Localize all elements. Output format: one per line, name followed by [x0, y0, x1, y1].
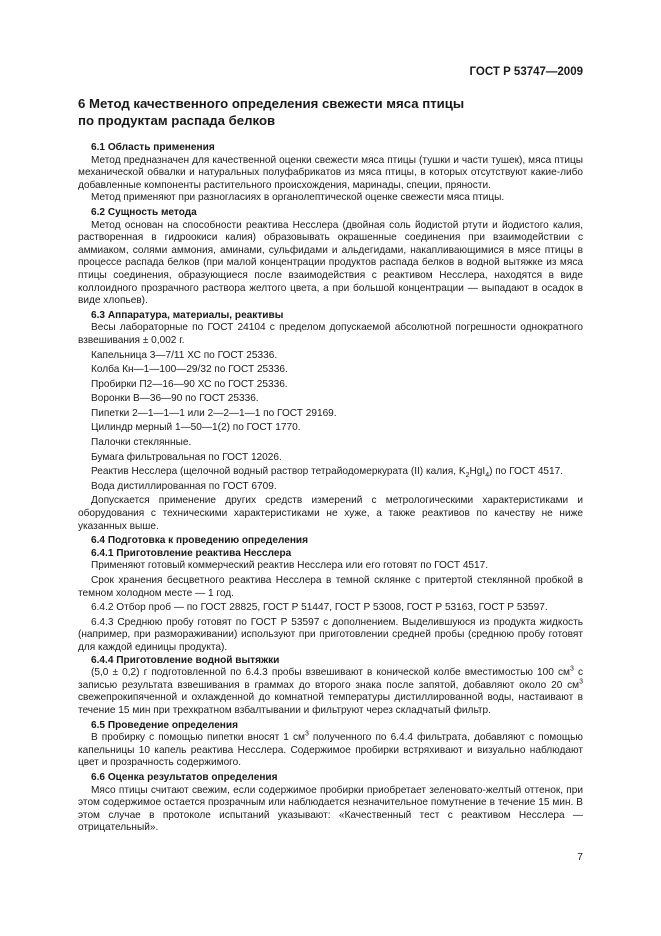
section-title-line1: Метод качественного определения свежести мяса птицы [89, 96, 465, 111]
paragraph-6-4-1-a: Применяют готовый коммерческий реактив Несслера или его готовят по ГОСТ 4517. [91, 560, 489, 572]
heading-6-1: 6.1 Область применения [91, 142, 215, 153]
paragraph-6-6: Мясо птицы считают свежим, если содержимое пробирки приобретает зеленовато-желтый оттенок, при этом содержимое остается прозрачным или наблюдается незначительное помутнение в течение 15 мин. В этом случае в протоколе испытаний указывают: «Качественный тест с реактивом Несслера — отрицательный». [78, 784, 583, 834]
paragraph-6-4-1-b: Срок хранения бесцветного реактива Несслера в темной склянке с притертой стеклянной пробкой в темном холодном месте — 1 год. [78, 575, 583, 599]
paragraph-6-1-2: Метод применяют при разногласиях в органолептической оценке свежести мяса птицы. [91, 192, 505, 204]
heading-6-6: 6.6 Оценка результатов определения [91, 771, 278, 783]
paragraph-6-2-1: Метод основан на способности реактива Несслера (двойная соль йодистой ртути и йодистого калия, растворенная в гидроокиси калия) образовывать окрашенные соединения при взаимодействии с аммиаком, солями аммония, аминами, сульфидами и альдегидами, накапливающимися в мясе птицы в процессе распада белков (при малой концентрации продуктов распада белков в водной вытяжке из мяса птицы соединения, образующиеся после взаимодействия с реактивом Несслера, находятся в виде коллоидного прозрачного раствора желтого цвета, а при большой концентрации — выпадают в осадок в виде хлопьев). [78, 219, 583, 307]
page-number: 7 [577, 851, 583, 863]
section-number: 6 [78, 96, 86, 111]
equipment-item-5: Воронки В—36—90 по ГОСТ 25336. [91, 393, 259, 405]
equipment-item-4: Пробирки П2—16—90 ХС по ГОСТ 25336. [91, 378, 288, 390]
equipment-item-2: Капельница 3—7/11 ХС по ГОСТ 25336. [91, 349, 278, 361]
equipment-item-3: Колба Кн—1—100—29/32 по ГОСТ 25336. [91, 364, 288, 376]
paragraph-6-3-allowed: Допускается применение других средств измерений с метрологическими характеристиками и оборудования с техническими характеристиками не хуже, а также реактивов по качеству не ниже указанных выше. [78, 495, 583, 532]
document-body [78, 96, 583, 835]
equipment-item-8: Палочки стеклянные. [91, 437, 192, 449]
paragraph-6-1-1: Метод предназначен для качественной оценки свежести мяса птицы (тушки и части тушек), мяса птицы механической обвалки и натуральных полуфабрикатов из мяса птицы, в которых отсутствуют какие-либо добавленные компоненты растительного происхождения, маринады, специи, пряности. [78, 154, 583, 191]
equipment-item-7: Цилиндр мерный 1—50—1(2) по ГОСТ 1770. [91, 422, 301, 434]
reagent-nessler: Реактив Несслера (щелочной водный раствор тетрайодомеркурата (II) калия, $K_2HgI_4$) по ГОСТ 4517. [91, 466, 564, 480]
standard-header: ГОСТ Р 53747—2009 [469, 66, 583, 78]
equipment-item-6: Пипетки 2—1—1—1 или 2—2—1—1 по ГОСТ 29169. [91, 407, 337, 419]
equipment-item-1: Весы лабораторные по ГОСТ 24104 с пределом допускаемой абсолютной погрешности однократного взвешивания ± 0,002 г. [78, 322, 583, 346]
paragraph-6-4-4: (5,0 ± 0,2) г подготовленной по 6.4.3 пробы взвешивают в конической колбе вместимостью 100 $см^3$ с записью результата взвешивания в граммах до второго знака после запятой, добавляют около 20 $см^3$ свежепрокипяченной и охлажденной до комнатной температуры дистиллированной воды, настаивают в течение 15 мин при трехкратном взбалтывании и фильтруют через складчатый фильтр. [78, 665, 584, 716]
heading-6-5: 6.5 Проведение определения [91, 719, 238, 731]
equipment-item-9: Бумага фильтровальная по ГОСТ 12026. [91, 451, 282, 463]
heading-6-2: 6.2 Сущность метода [91, 206, 197, 218]
heading-6-4: 6.4 Подготовка к проведению определения [91, 535, 309, 547]
reagent-water: Вода дистиллированная по ГОСТ 6709. [91, 480, 277, 492]
section-title [78, 96, 583, 129]
heading-6-4-4: 6.4.4 Приготовление водной вытяжки [91, 654, 280, 666]
paragraph-6-4-3: 6.4.3 Среднюю пробу готовят по ГОСТ Р 53597 с дополнением. Выделившуюся из продукта жидкость (например, при размораживании) используют при приготовлении средней пробы (среднюю пробу готовят для каждой единицы продукта). [78, 616, 583, 653]
paragraph-6-5: В пробирку с помощью пипетки вносят 1 $см^3$ полученного по 6.4.4 фильтрата, добавляют с помощью капельницы 10 капель реактива Несслера. Содержимое пробирки встряхивают и визуально наблюдают цвет и прозрачность содержимого. [78, 730, 583, 769]
heading-6-4-1: 6.4.1 Приготовление реактива Несслера [91, 547, 292, 559]
heading-6-3: 6.3 Аппаратура, материалы, реактивы [91, 309, 284, 321]
section-title-line2: по продуктам распада белков [78, 112, 276, 128]
paragraph-6-4-2: 6.4.2 Отбор проб — по ГОСТ 28825, ГОСТ Р 51447, ГОСТ Р 53008, ГОСТ Р 53163, ГОСТ Р 53597. [91, 602, 548, 614]
